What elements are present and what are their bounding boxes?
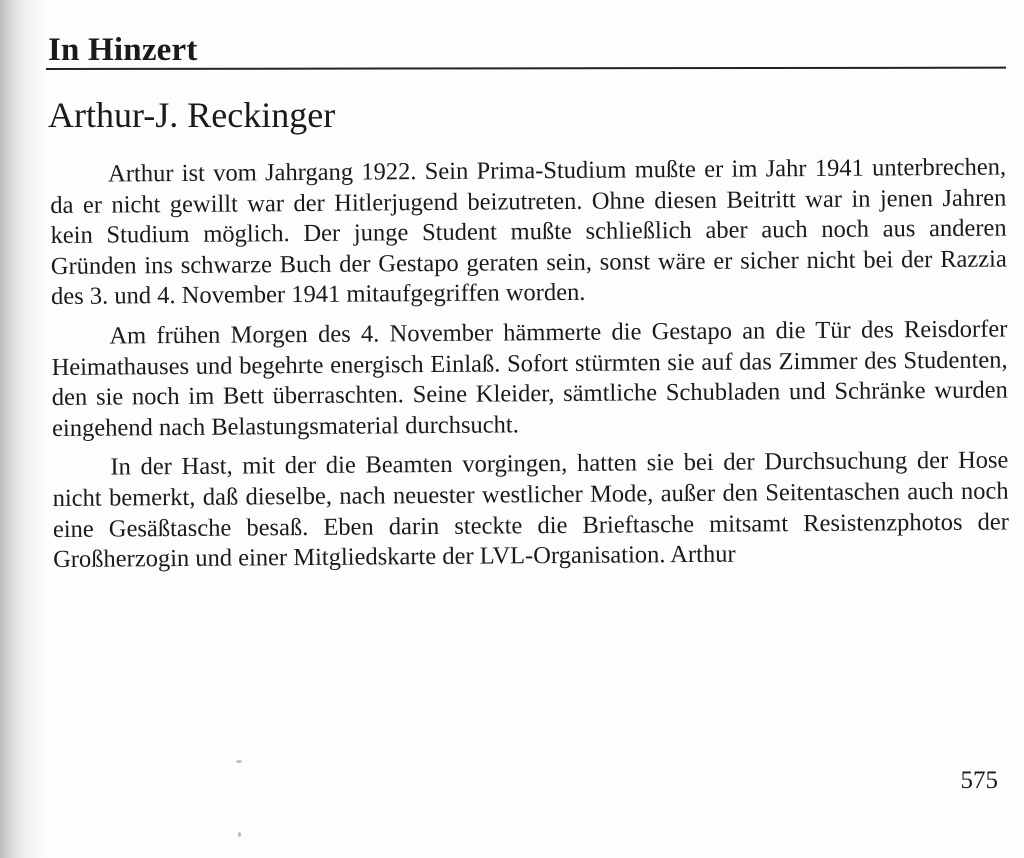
- paragraph-1: Arthur ist vom Jahrgang 1922. Sein Prima-Studium mußte er im Jahr 1941 unterbrechen, da er nicht gewillt war der Hitlerjugend beizutreten. Ohne diesen Beitritt war in jenen Jahren kein Studium möglich. Der junge Student mußte schließlich aber auch noch aus anderen Gründen ins schwarze Buch der Gestapo geraten sein, sonst wäre er sicher nicht bei der Razzia des 3. und 4. November 1941 mitaufgegriffen worden.: [50, 153, 1007, 311]
- header-rule: [46, 67, 1006, 70]
- page-binding-shadow: [0, 0, 44, 858]
- paper-speck: [238, 832, 241, 837]
- article-title: Arthur-J. Reckinger: [48, 95, 336, 135]
- paragraph-2: Am frühen Morgen des 4. November hämmerte die Gestapo an die Tür des Reisdorfer Heimathauses und begehrte energisch Einlaß. Sofort stürmten sie auf das Zimmer des Studenten, den sie noch im Bett überraschten. Seine Kleider, sämtliche Schubladen und Schränke wurden eingehend nach Belastungsmaterial durchsucht.: [51, 315, 1008, 442]
- paper-speck: [236, 760, 242, 763]
- page-number: 575: [960, 767, 998, 794]
- body-text: [50, 152, 1009, 584]
- paragraph-3: In der Hast, mit der die Beamten vorgingen, hatten sie bei der Durchsuchung der Hose nicht bemerkt, daß dieselbe, nach neuester westlicher Mode, außer den Seitentaschen auch noch eine Gesäßtasche besaß. Eben darin steckte die Brieftasche mitsamt Resistenzphotos der Großherzogin und einer Mitgliedskarte der LVL-Organisation. Arthur: [52, 446, 1009, 574]
- section-title: In Hinzert: [48, 32, 198, 68]
